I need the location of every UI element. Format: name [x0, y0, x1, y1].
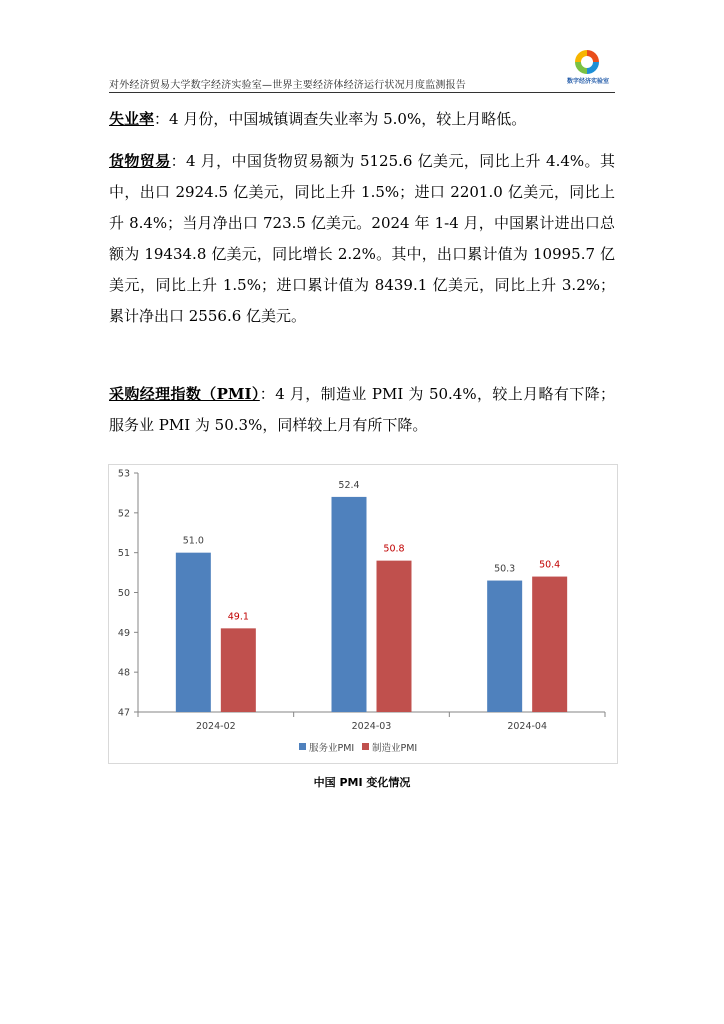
header-divider	[109, 92, 615, 93]
legend-swatch	[299, 743, 306, 750]
data-label: 50.3	[494, 563, 516, 575]
legend-label: 服务业PMI	[309, 743, 355, 754]
text-pmi: 4 月，制造业 PMI 为 50.4%，较上月略有下降；服务业 PMI 为 50.3%，同样较上月有所下降。	[109, 385, 615, 434]
text-trade: 4 月，中国货物贸易额为 5125.6 亿美元，同比上升 4.4%。其中，出口 2924.5 亿美元，同比上升 1.5%；进口 2201.0 亿美元，同比上升 8.4%；当月净出口 723.5 亿美元。2024 年 1-4 月，中国累计进出口总额为 19434.8 亿美元，同比增长 2.2%。其中，出口累计值为 10995.7 亿美元，同比上升 1.5%；进口累计值为 8439.1 亿美元，同比上升 3.2%；累计净出口 2556.6 亿美元。	[109, 152, 615, 325]
data-label: 51.0	[182, 535, 204, 547]
pmi-bar-chart	[108, 464, 618, 764]
y-tick-label: 49	[117, 627, 130, 639]
lab-logo	[562, 50, 614, 90]
logo-emblem-icon	[575, 50, 599, 74]
legend-label: 制造业PMI	[372, 743, 418, 754]
x-tick-label: 2024-02	[195, 721, 236, 732]
paragraph-unemployment: 失业率：4 月份，中国城镇调查失业率为 5.0%，较上月略低。	[109, 110, 527, 128]
logo-text: 数字经济实验室	[566, 78, 609, 85]
heading-unemployment: 失业率	[109, 110, 155, 128]
y-tick-label: 52	[117, 508, 130, 520]
x-tick-label: 2024-04	[507, 721, 548, 732]
data-label: 49.1	[227, 611, 249, 623]
legend-swatch	[362, 743, 369, 750]
y-tick-label: 53	[117, 468, 130, 480]
bar-services	[332, 497, 367, 712]
paragraph-trade: 货物贸易：4 月，中国货物贸易额为 5125.6 亿美元，同比上升 4.4%。其中，出口 2924.5 亿美元，同比上升 1.5%；进口 2201.0 亿美元，同比上升 8.4%；当月净出口 723.5 亿美元。2024 年 1-4 月，中国累计进出口总额为 19434.8 亿美元，同比增长 2.2%。其中，出口累计值为 10995.7 亿美元，同比上升 1.5%；进口累计值为 8439.1 亿美元，同比上升 3.2%；累计净出口 2556.6 亿美元。	[109, 152, 615, 325]
data-label: 50.8	[383, 543, 405, 555]
bar-manufacturing	[221, 628, 256, 712]
chart-title: 中国 PMI 变化情况	[313, 776, 411, 789]
x-tick-label: 2024-03	[351, 721, 392, 732]
y-tick-label: 47	[117, 707, 130, 719]
bar-services	[176, 553, 211, 712]
bar-services	[487, 581, 522, 712]
y-tick-label: 51	[117, 548, 130, 560]
bar-manufacturing	[532, 577, 567, 712]
bar-manufacturing	[377, 561, 412, 712]
heading-pmi: 采购经理指数（PMI）	[109, 385, 260, 403]
heading-trade: 货物贸易	[109, 152, 171, 170]
y-tick-label: 48	[117, 667, 130, 679]
report-header: 对外经济贸易大学数字经济实验室—世界主要经济体经济运行状况月度监测报告	[109, 80, 466, 91]
paragraph-pmi: 采购经理指数（PMI）：4 月，制造业 PMI 为 50.4%，较上月略有下降；服务业 PMI 为 50.3%，同样较上月有所下降。	[109, 385, 615, 434]
y-tick-label: 50	[117, 588, 130, 599]
text-unemployment: 4 月份，中国城镇调查失业率为 5.0%，较上月略低。	[169, 110, 527, 128]
data-label: 50.4	[539, 559, 561, 571]
data-label: 52.4	[338, 479, 360, 491]
